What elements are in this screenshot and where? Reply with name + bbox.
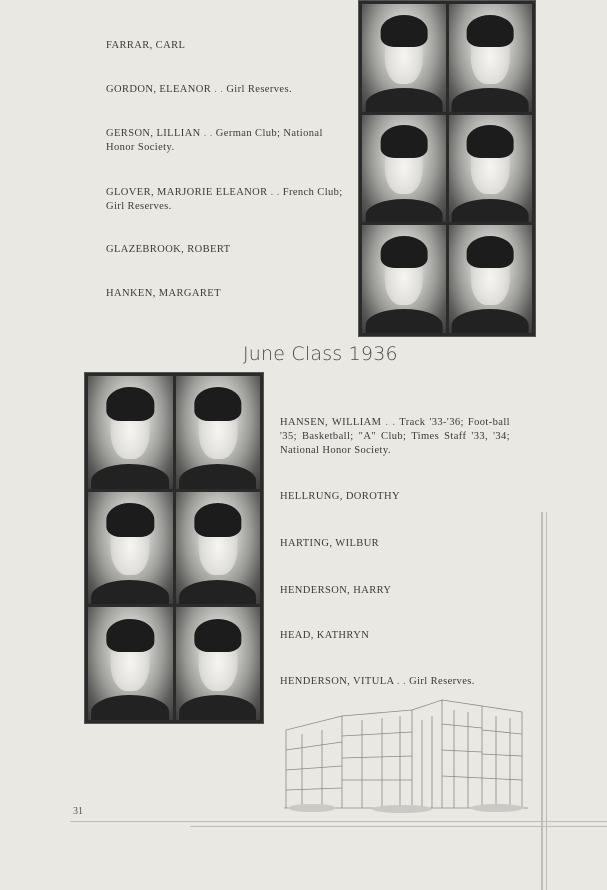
decorative-horizontal-line [190, 826, 607, 827]
portrait-photo [176, 376, 261, 489]
entry-harting: HARTING, WILBUR [280, 538, 380, 549]
decorative-vertical-line [546, 512, 547, 890]
entry-gordon: GORDON, ELEANOR . . Girl Reserves. [106, 84, 292, 95]
portrait-photo [88, 376, 173, 489]
portrait-photo [449, 4, 533, 112]
entry-henderson-harry: HENDERSON, HARRY [280, 585, 392, 596]
entry-farrar: FARRAR, CARL [106, 40, 186, 51]
decorative-vertical-line [541, 512, 543, 890]
entry-gerson: GERSON, LILLIAN . . German Club; National Honor Society. [106, 128, 323, 153]
portrait-photo [88, 607, 173, 720]
school-building-illustration [282, 690, 532, 815]
entry-glazebrook: GLAZEBROOK, ROBERT [106, 244, 231, 255]
entry-hellrung: HELLRUNG, DOROTHY [280, 491, 400, 502]
portrait-photo [88, 492, 173, 605]
page-number: 31 [73, 806, 83, 817]
entry-head: HEAD, KATHRYN [280, 630, 370, 641]
portrait-photo [362, 4, 446, 112]
portrait-photo [362, 225, 446, 333]
entry-hansen: HANSEN, WILLIAM . . Track '33-'36; Foot-ball '35; Basketball; "A" Club; Times Staff '33, '34; National Honor Society. [280, 417, 510, 456]
entry-hanken: HANKEN, MARGARET [106, 288, 221, 299]
portrait-photo [449, 115, 533, 223]
portrait-photo [362, 115, 446, 223]
portrait-photo [449, 225, 533, 333]
section-title: June Class 1936 [243, 343, 398, 365]
bottom-photo-panel [84, 372, 264, 724]
top-photo-panel [358, 0, 536, 337]
portrait-photo [176, 492, 261, 605]
entry-henderson-vitula: HENDERSON, VITULA . . Girl Reserves. [280, 676, 475, 687]
portrait-photo [176, 607, 261, 720]
entry-glover: GLOVER, MARJORIE ELEANOR . . French Club; Girl Reserves. [106, 187, 343, 212]
decorative-horizontal-line [70, 821, 607, 822]
